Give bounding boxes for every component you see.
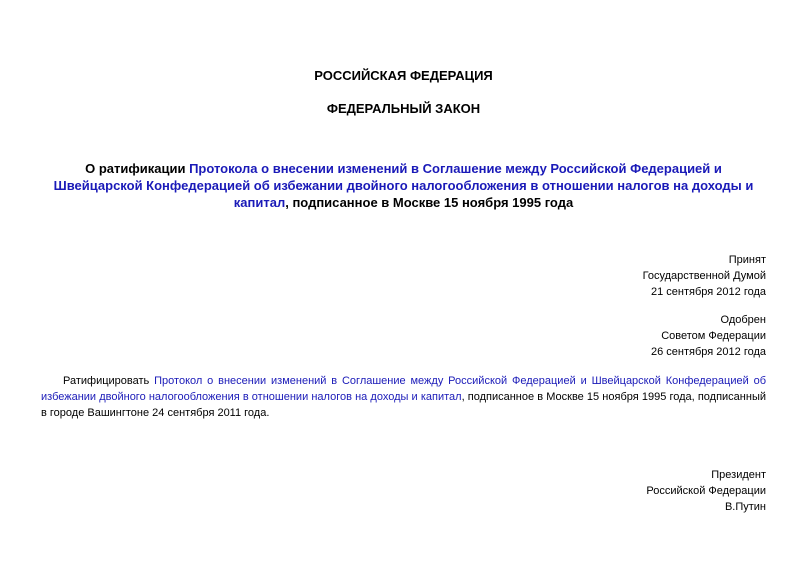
signature-title: Президент <box>711 469 766 481</box>
law-title <box>40 160 767 211</box>
body-suffix: , подписанное в Москве 15 ноября 1995 года, подписанный в городе Вашингтоне 24 сентября 2011 года. <box>41 391 766 419</box>
adopted-date: 21 сентября 2012 года <box>651 286 766 298</box>
signature-name: В.Путин <box>724 501 766 513</box>
body-prefix: Ратифицировать <box>63 375 155 387</box>
title-suffix: , подписанное в Москве 15 ноября 1995 года <box>285 195 574 210</box>
approved-date: 26 сентября 2012 года <box>651 346 766 358</box>
signature-country: Российской Федерации <box>646 485 766 497</box>
title-prefix: О ратификации <box>85 161 190 176</box>
adopted-block <box>643 252 766 300</box>
ratification-paragraph <box>41 373 766 421</box>
body-protocol-link[interactable]: Протокол о внесении изменений в Соглашение между Российской Федерацией и Швейцарской Конфедерацией об избежании двойного налогообложения в отношении налогов на доходы и капитал <box>41 375 767 403</box>
approved-label: Одобрен <box>720 314 766 326</box>
country-heading: РОССИЙСКАЯ ФЕДЕРАЦИЯ <box>314 68 493 83</box>
adopted-label: Принят <box>728 254 766 266</box>
title-protocol-link[interactable]: Протокола о внесении изменений в Соглашение между Российской Федерацией и Швейцарской Конфедерацией об избежании двойного налогообложения в отношении налогов на доходы и капитал <box>53 161 754 210</box>
approved-by: Советом Федерации <box>661 330 766 342</box>
approved-block <box>651 312 766 360</box>
law-type-heading: ФЕДЕРАЛЬНЫЙ ЗАКОН <box>326 101 481 116</box>
adopted-by: Государственной Думой <box>642 270 766 282</box>
signature-block <box>646 467 766 515</box>
